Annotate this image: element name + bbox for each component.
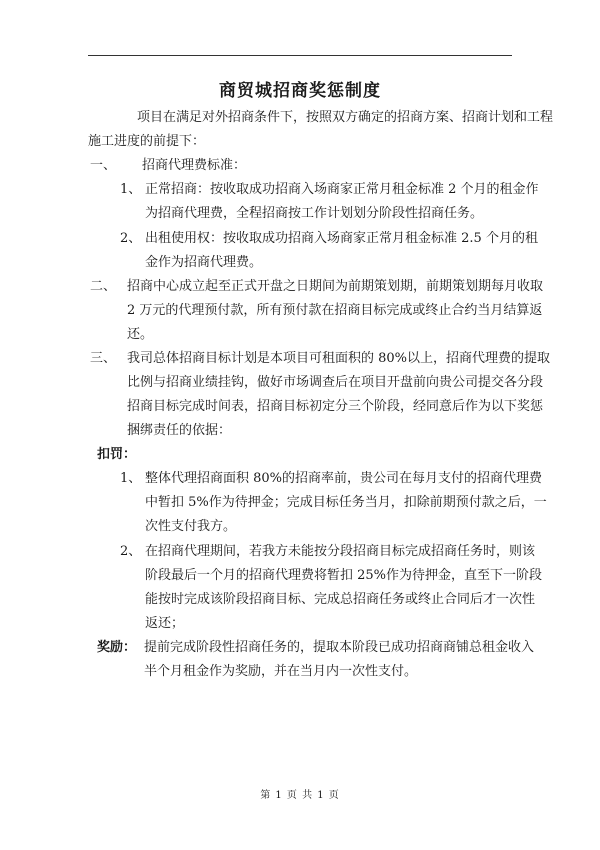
penalty-item-1-line-2: 中暂扣 5%作为待押金；完成目标任务当月，扣除前期预付款之后，一 (145, 495, 547, 510)
section-3-line-2: 比例与招商业绩挂钩，做好市场调查后在项目开盘前向贵公司提交各分段 (127, 375, 544, 390)
penalty-item-2-line-2: 阶段最后一个月的招商代理费将暂扣 25%作为待押金，直至下一阶段 (145, 568, 543, 583)
section-3-number: 三、 (90, 351, 117, 366)
section-2-line-2: 2 万元的代理预付款，所有预付款在招商目标完成或终止合约当月结算返 (127, 303, 543, 318)
penalty-label: 扣罚： (97, 447, 137, 462)
penalty-item-2-line-3: 能按时完成该阶段招商目标、完成总招商任务或终止合同后才一次性 (145, 592, 536, 607)
header-rule (88, 55, 512, 56)
section-2-line-3: 还。 (127, 327, 154, 342)
intro-line-1: 项目在满足对外招商条件下，按照双方确定的招商方案、招商计划和工程 (137, 110, 554, 125)
section-3-line-4: 捆绑责任的依据： (127, 423, 232, 438)
penalty-item-1-number: 1、 (120, 471, 142, 486)
page-title: 商贸城招商奖惩制度 (219, 81, 381, 101)
section-1-item-2-line-1: 出租使用权：按收取成功招商入场商家正常月租金标准 2.5 个月的租 (145, 231, 538, 246)
penalty-item-1-line-3: 次性支付我方。 (145, 519, 237, 534)
reward-line-1: 提前完成阶段性招商任务的，提取本阶段已成功招商商铺总租金收入 (144, 640, 535, 655)
reward-line-2: 半个月租金作为奖励，并在当月内一次性支付。 (144, 664, 418, 679)
section-1-item-1-line-1: 正常招商：按收取成功招商入场商家正常月租金标准 2 个月的租金作 (145, 182, 539, 197)
section-1-item-2-number: 2、 (120, 231, 142, 246)
section-3-line-3: 招商目标完成时间表，招商目标初定分三个阶段，经同意后作为以下奖惩 (127, 399, 544, 414)
section-1-number: 一、 (90, 158, 117, 173)
section-2-number: 二、 (90, 279, 117, 294)
penalty-item-2-number: 2、 (120, 544, 142, 559)
penalty-item-2-line-4: 返还； (145, 616, 185, 631)
section-3-line-1: 我司总体招商目标计划是本项目可租面积的 80%以上，招商代理费的提取 (127, 351, 551, 366)
section-1-item-1-number: 1、 (120, 182, 142, 197)
penalty-item-1-line-1: 整体代理招商面积 80%的招商率前，贵公司在每月支付的招商代理费 (145, 471, 543, 486)
intro-line-2: 施工进度的前提下： (88, 134, 206, 149)
section-2-line-1: 招商中心成立起至正式开盘之日期间为前期策划期，前期策划期每月收取 (127, 279, 544, 294)
page-footer: 第 1 页 共 1 页 (260, 790, 340, 801)
penalty-item-2-line-1: 在招商代理期间，若我方未能按分段招商目标完成招商任务时，则该 (145, 544, 536, 559)
section-1-heading: 招商代理费标准： (142, 158, 247, 173)
section-1-item-1-line-2: 为招商代理费，全程招商按工作计划划分阶段性招商任务。 (145, 206, 484, 221)
reward-label: 奖励： (97, 640, 137, 655)
section-1-item-2-line-2: 金作为招商代理费。 (145, 255, 263, 270)
